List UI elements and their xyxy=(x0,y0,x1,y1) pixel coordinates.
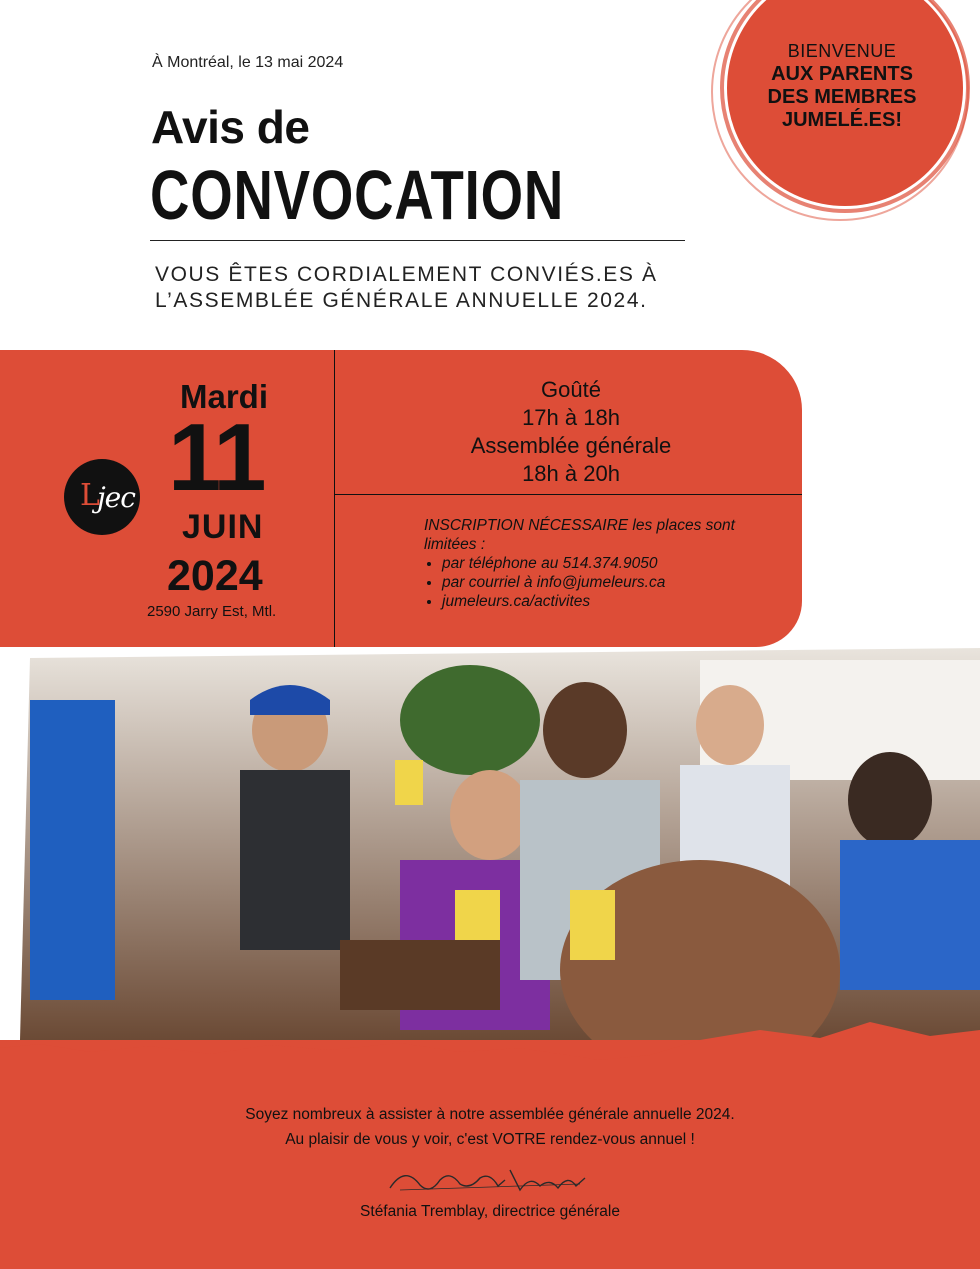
panel-vertical-divider xyxy=(334,350,335,647)
panel-horizontal-divider xyxy=(334,494,802,495)
closing-line-2: Au plaisir de vous y voir, c'est VOTRE rendez-vous annuel ! xyxy=(285,1131,695,1148)
welcome-line-3: DES MEMBRES xyxy=(767,86,917,108)
registration-website[interactable]: • jumeleurs.ca/activites xyxy=(442,592,784,611)
registration-heading: INSCRIPTION NÉCESSAIRE les places sont limitées : xyxy=(424,517,735,553)
signer-name: Stéfania Tremblay, directrice générale xyxy=(360,1203,620,1220)
closing-line-1: Soyez nombreux à assister à notre assemblée générale annuelle 2024. xyxy=(245,1106,735,1123)
logo-letters-jec: jec xyxy=(97,481,135,514)
schedule-time-1: 17h à 18h xyxy=(522,405,620,430)
event-month: JUIN xyxy=(182,508,264,546)
registration-phone: • par téléphone au 514.374.9050 xyxy=(442,554,784,573)
event-day: 11 xyxy=(168,404,264,511)
event-address: 2590 Jarry Est, Mtl. xyxy=(147,603,277,620)
schedule-time-2: 18h à 20h xyxy=(522,461,620,486)
signature xyxy=(380,1160,600,1200)
registration-list xyxy=(424,554,784,611)
schedule-item-2: Assemblée générale xyxy=(470,433,672,458)
subtitle xyxy=(155,262,658,314)
subtitle-line-1: VOUS ÊTES CORDIALEMENT CONVIÉS.ES À xyxy=(155,263,658,286)
welcome-message xyxy=(742,40,942,132)
torn-edge xyxy=(0,1000,980,1070)
schedule-item-1: Goûté xyxy=(541,377,601,402)
welcome-line-4: JUMELÉ.ES! xyxy=(781,109,903,131)
welcome-line-2: AUX PARENTS xyxy=(771,63,913,85)
page-title: CONVOCATION xyxy=(150,156,565,234)
logo-letter-l: L xyxy=(80,478,100,513)
closing-band xyxy=(0,1040,980,1269)
registration-email[interactable]: • par courriel à info@jumeleurs.ca xyxy=(442,573,784,592)
event-schedule xyxy=(336,376,806,488)
title-divider xyxy=(150,240,685,241)
welcome-line-1: BIENVENUE xyxy=(787,41,897,61)
date-line: À Montréal, le 13 mai 2024 xyxy=(152,54,344,71)
closing-message xyxy=(0,1102,980,1152)
subtitle-line-2: L’ASSEMBLÉE GÉNÉRALE ANNUELLE 2024. xyxy=(155,289,648,312)
registration-info xyxy=(424,516,784,611)
event-weekday: Mardi xyxy=(180,378,269,415)
title-small: Avis de xyxy=(151,101,310,153)
event-year: 2024 xyxy=(167,552,263,600)
